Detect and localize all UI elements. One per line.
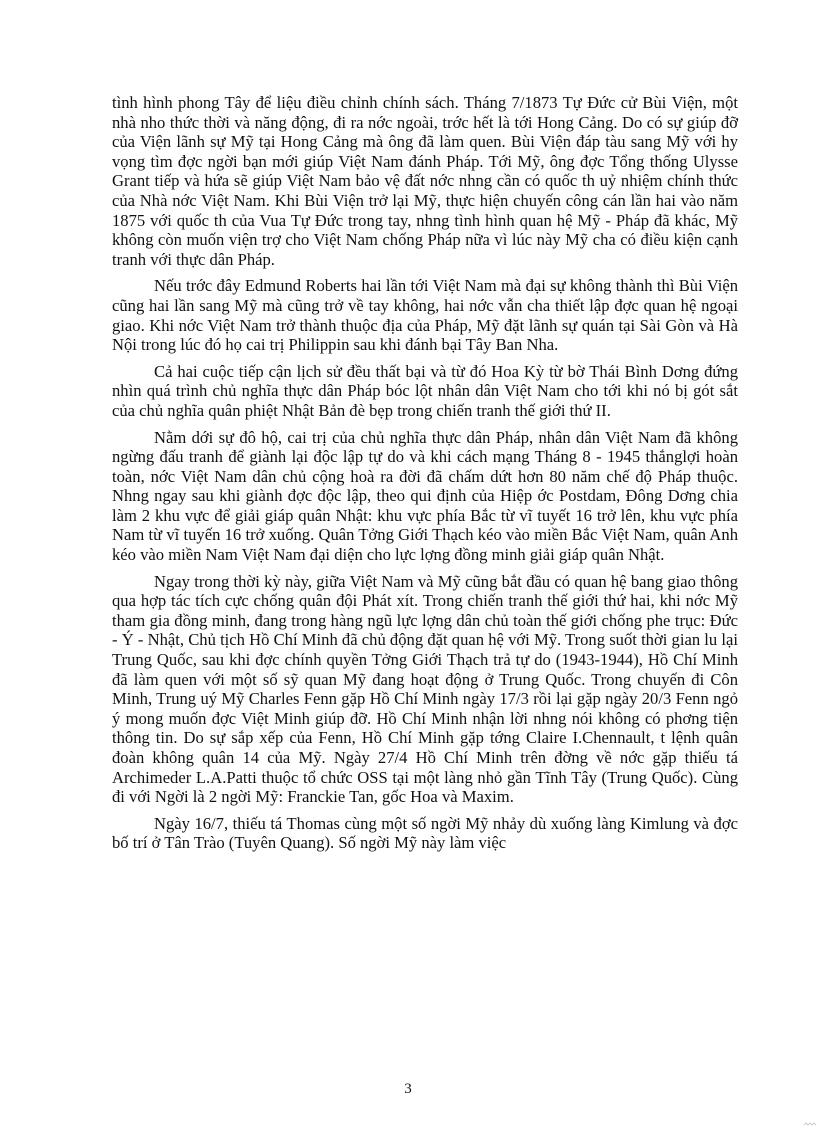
- paragraph-4: Nằm dới sự đô hộ, cai trị của chủ nghĩa thực dân Pháp, nhân dân Việt Nam đã không ngừng đấu tranh để giành lại độc lập tự do và khi cách mạng Tháng 8 - 1945 thắnglợi hoàn toàn, nớc Việt Nam dân chủ cộng hoà ra đời đã chấm dứt hơn 80 năm chế độ Pháp thuộc. Nhng ngay sau khi giành đợc độc lập, theo qui định của Hiệp ớc Postdam, Đông Dơng chia làm 2 khu vực để giải giáp quân Nhật: khu vực phía Bắc từ vĩ tuyết 16 trở lên, khu vực phía Nam từ vĩ tuyến 16 trở xuống. Quân Tởng Giới Thạch kéo vào miền Bắc Việt Nam, quân Anh kéo vào miền Nam Việt Nam đại diện cho lực lợng đồng minh giải giáp quân Nhật.: [112, 427, 738, 565]
- page-number: 3: [404, 1081, 412, 1097]
- paragraph-2: Nếu trớc đây Edmund Roberts hai lần tới Việt Nam mà đại sự không thành thì Bùi Viện cũng hai lần sang Mỹ mà cũng trở về tay không, hai nớc vẫn cha thiết lập đợc quan hệ ngoại giao. Khi nớc Việt Nam trở thành thuộc địa của Pháp, Mỹ đặt lãnh sự quán tại Sài Gòn và Hà Nội trong lúc đó họ cai trị Philippin sau khi đánh bại Tây Ban Nha.: [112, 276, 738, 355]
- paragraph-5: Ngay trong thời kỳ này, giữa Việt Nam và Mỹ cũng bắt đầu có quan hệ bang giao thông qua hợp tác tích cực chống quân đội Phát xít. Trong chiến tranh thế giới thứ hai, khi nớc Mỹ tham gia đồng minh, đang trong hàng ngũ lực lợng dân chủ toàn thế giới chống phe trục: Đức - Ý - Nhật, Chủ tịch Hồ Chí Minh đã chủ động đặt quan hệ với Mỹ. Trong suốt thời gian lu lại Trung Quốc, sau khi đợc chính quyền Tởng Giới Thạch trả tự do (1943-1944), Hồ Chí Minh đã làm quen với một số sỹ quan Mỹ đang hoạt động ở Trung Quốc. Trong chuyến đi Côn Minh, Trung uý Mỹ Charles Fenn gặp Hồ Chí Minh ngày 17/3 rồi lại gặp ngày 20/3 Fenn ngỏ ý mong muốn đợc Việt Minh giúp đỡ. Hồ Chí Minh nhận lời nhng nói không có phơng tiện thông tin. Do sự sắp xếp của Fenn, Hồ Chí Minh gặp tớng Claire I.Chennault, t lệnh quân đoàn không quân 14 của Mỹ. Ngày 27/4 Hồ Chí Minh trên đờng về nớc gặp thiếu tá Archimeder L.A.Patti thuộc tổ chức OSS tại một làng nhỏ gần Tĩnh Tây (Trung Quốc). Cùng đi với Ngời là 2 ngời Mỹ: Franckie Tan, gốc Hoa và Maxim.: [112, 571, 738, 807]
- paragraph-6: Ngày 16/7, thiếu tá Thomas cùng một số ngời Mỹ nhảy dù xuống làng Kimlung và đợc bố trí ở Tân Trào (Tuyên Quang). Số ngời Mỹ này làm việc: [112, 813, 738, 853]
- paragraph-1: tình hình phong Tây để liệu điều chỉnh chính sách. Tháng 7/1873 Tự Đức cử Bùi Viện, một nhà nho thức thời và năng động, đi ra nớc ngoài, trớc hết là tới Hong Cảng. Do có sự giúp đỡ của Viện lãnh sự Mỹ tại Hong Cảng mà ông đã làm quen. Bùi Viện đáp tàu sang Mỹ với hy vọng tìm đợc ngời bạn mới giúp Việt Nam đánh Pháp. Tới Mỹ, ông đợc Tổng thống Ulysse Grant tiếp và hứa sẽ giúp Việt Nam bảo vệ đất nớc nhng cần có quốc th uỷ nhiệm chính thức của Nhà nớc Việt Nam. Khi Bùi Viện trở lại Mỹ, thực hiện chuyến công cán lần hai vào năm 1875 với quốc th của Vua Tự Đức trong tay, nhng tình hình quan hệ Mỹ - Pháp đã khác, Mỹ không còn muốn viện trợ cho Việt Nam chống Pháp nữa vì lúc này Mỹ cha có điều kiện cạnh tranh với thực dân Pháp.: [112, 93, 738, 269]
- paragraph-3: Cả hai cuộc tiếp cận lịch sử đều thất bại và từ đó Hoa Kỳ từ bờ Thái Bình Dơng đứng nhìn quá trình chủ nghĩa thực dân Pháp bóc lột nhân dân Việt Nam cho tới khi nó bị gót sắt của chủ nghĩa quân phiệt Nhật Bản đè bẹp trong chiến tranh thế giới thứ II.: [112, 361, 738, 420]
- document-body: [112, 93, 738, 860]
- corner-mark: [804, 1113, 816, 1123]
